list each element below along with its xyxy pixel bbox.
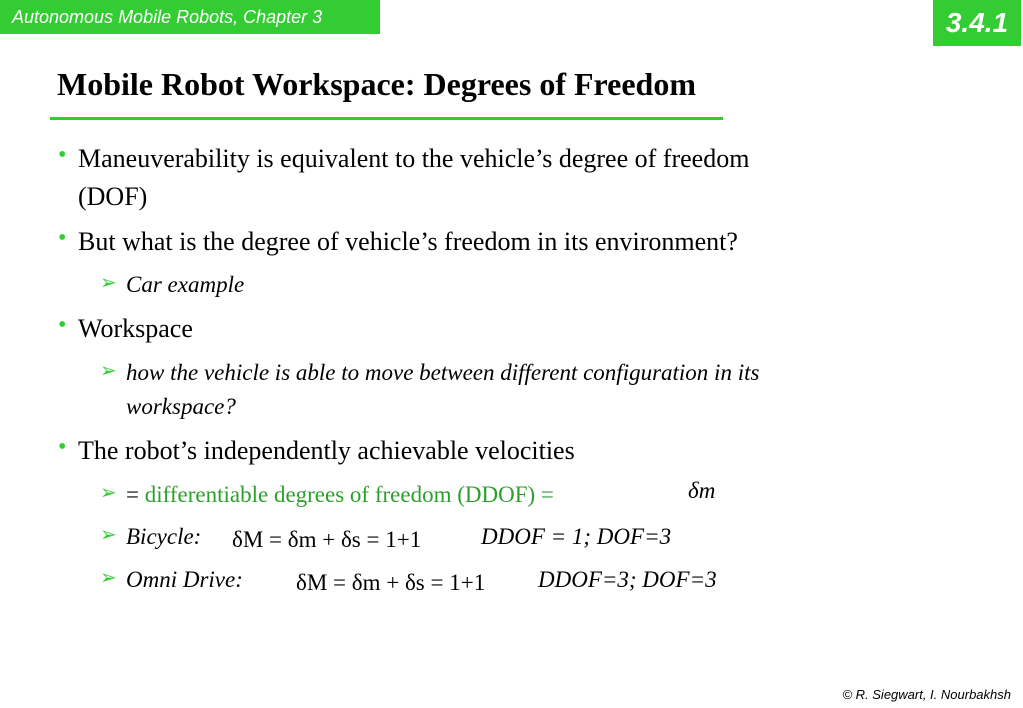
bicycle-formula: δM = δm + δs = 1+1 <box>232 527 422 552</box>
arrow-bullet-icon: ➢ <box>100 567 117 589</box>
bullet-velocities: The robot’s independently achievable velocities <box>78 436 575 465</box>
bicycle-result: DDOF = 1; DOF=3 <box>481 524 672 549</box>
omni-drive-result: DDOF=3; DOF=3 <box>538 567 717 592</box>
bullet-degree-question: But what is the degree of vehicle’s freedom in its environment? <box>78 227 738 256</box>
bullet-maneuverability-cont: (DOF) <box>78 182 148 211</box>
bullet-maneuverability: Maneuverability is equivalent to the vehicle’s degree of freedom <box>78 144 750 173</box>
omni-drive-formula: δM = δm + δs = 1+1 <box>296 570 486 595</box>
arrow-bullet-icon: ➢ <box>100 482 117 504</box>
arrow-bullet-icon: ➢ <box>100 524 117 546</box>
sub-workspace-question-cont: workspace? <box>126 394 236 419</box>
equals-prefix: = <box>126 482 145 507</box>
bullet-dot: • <box>58 434 67 460</box>
sub-workspace-question: how the vehicle is able to move between different configuration in its <box>126 360 760 385</box>
sub-ddof-definition <box>126 477 554 512</box>
copyright-footer: © R. Siegwart, I. Nourbakhsh <box>842 687 1011 702</box>
bullet-dot: • <box>58 142 67 168</box>
bullet-dot: • <box>58 225 67 251</box>
slide-title: Mobile Robot Workspace: Degrees of Freedom <box>57 66 696 102</box>
omni-drive-label: Omni Drive: <box>126 567 243 592</box>
bullet-workspace: Workspace <box>78 314 193 343</box>
ddof-definition-text: differentiable degrees of freedom (DDOF) = <box>144 482 554 507</box>
arrow-bullet-icon: ➢ <box>100 272 117 294</box>
bicycle-label: Bicycle: <box>126 524 202 549</box>
delta-m-symbol: δm <box>688 478 716 503</box>
course-header: Autonomous Mobile Robots, Chapter 3 <box>0 0 380 34</box>
section-number-badge: 3.4.1 <box>933 0 1021 46</box>
arrow-bullet-icon: ➢ <box>100 360 117 382</box>
bullet-dot: • <box>58 312 67 338</box>
sub-car-example: Car example <box>126 272 245 297</box>
